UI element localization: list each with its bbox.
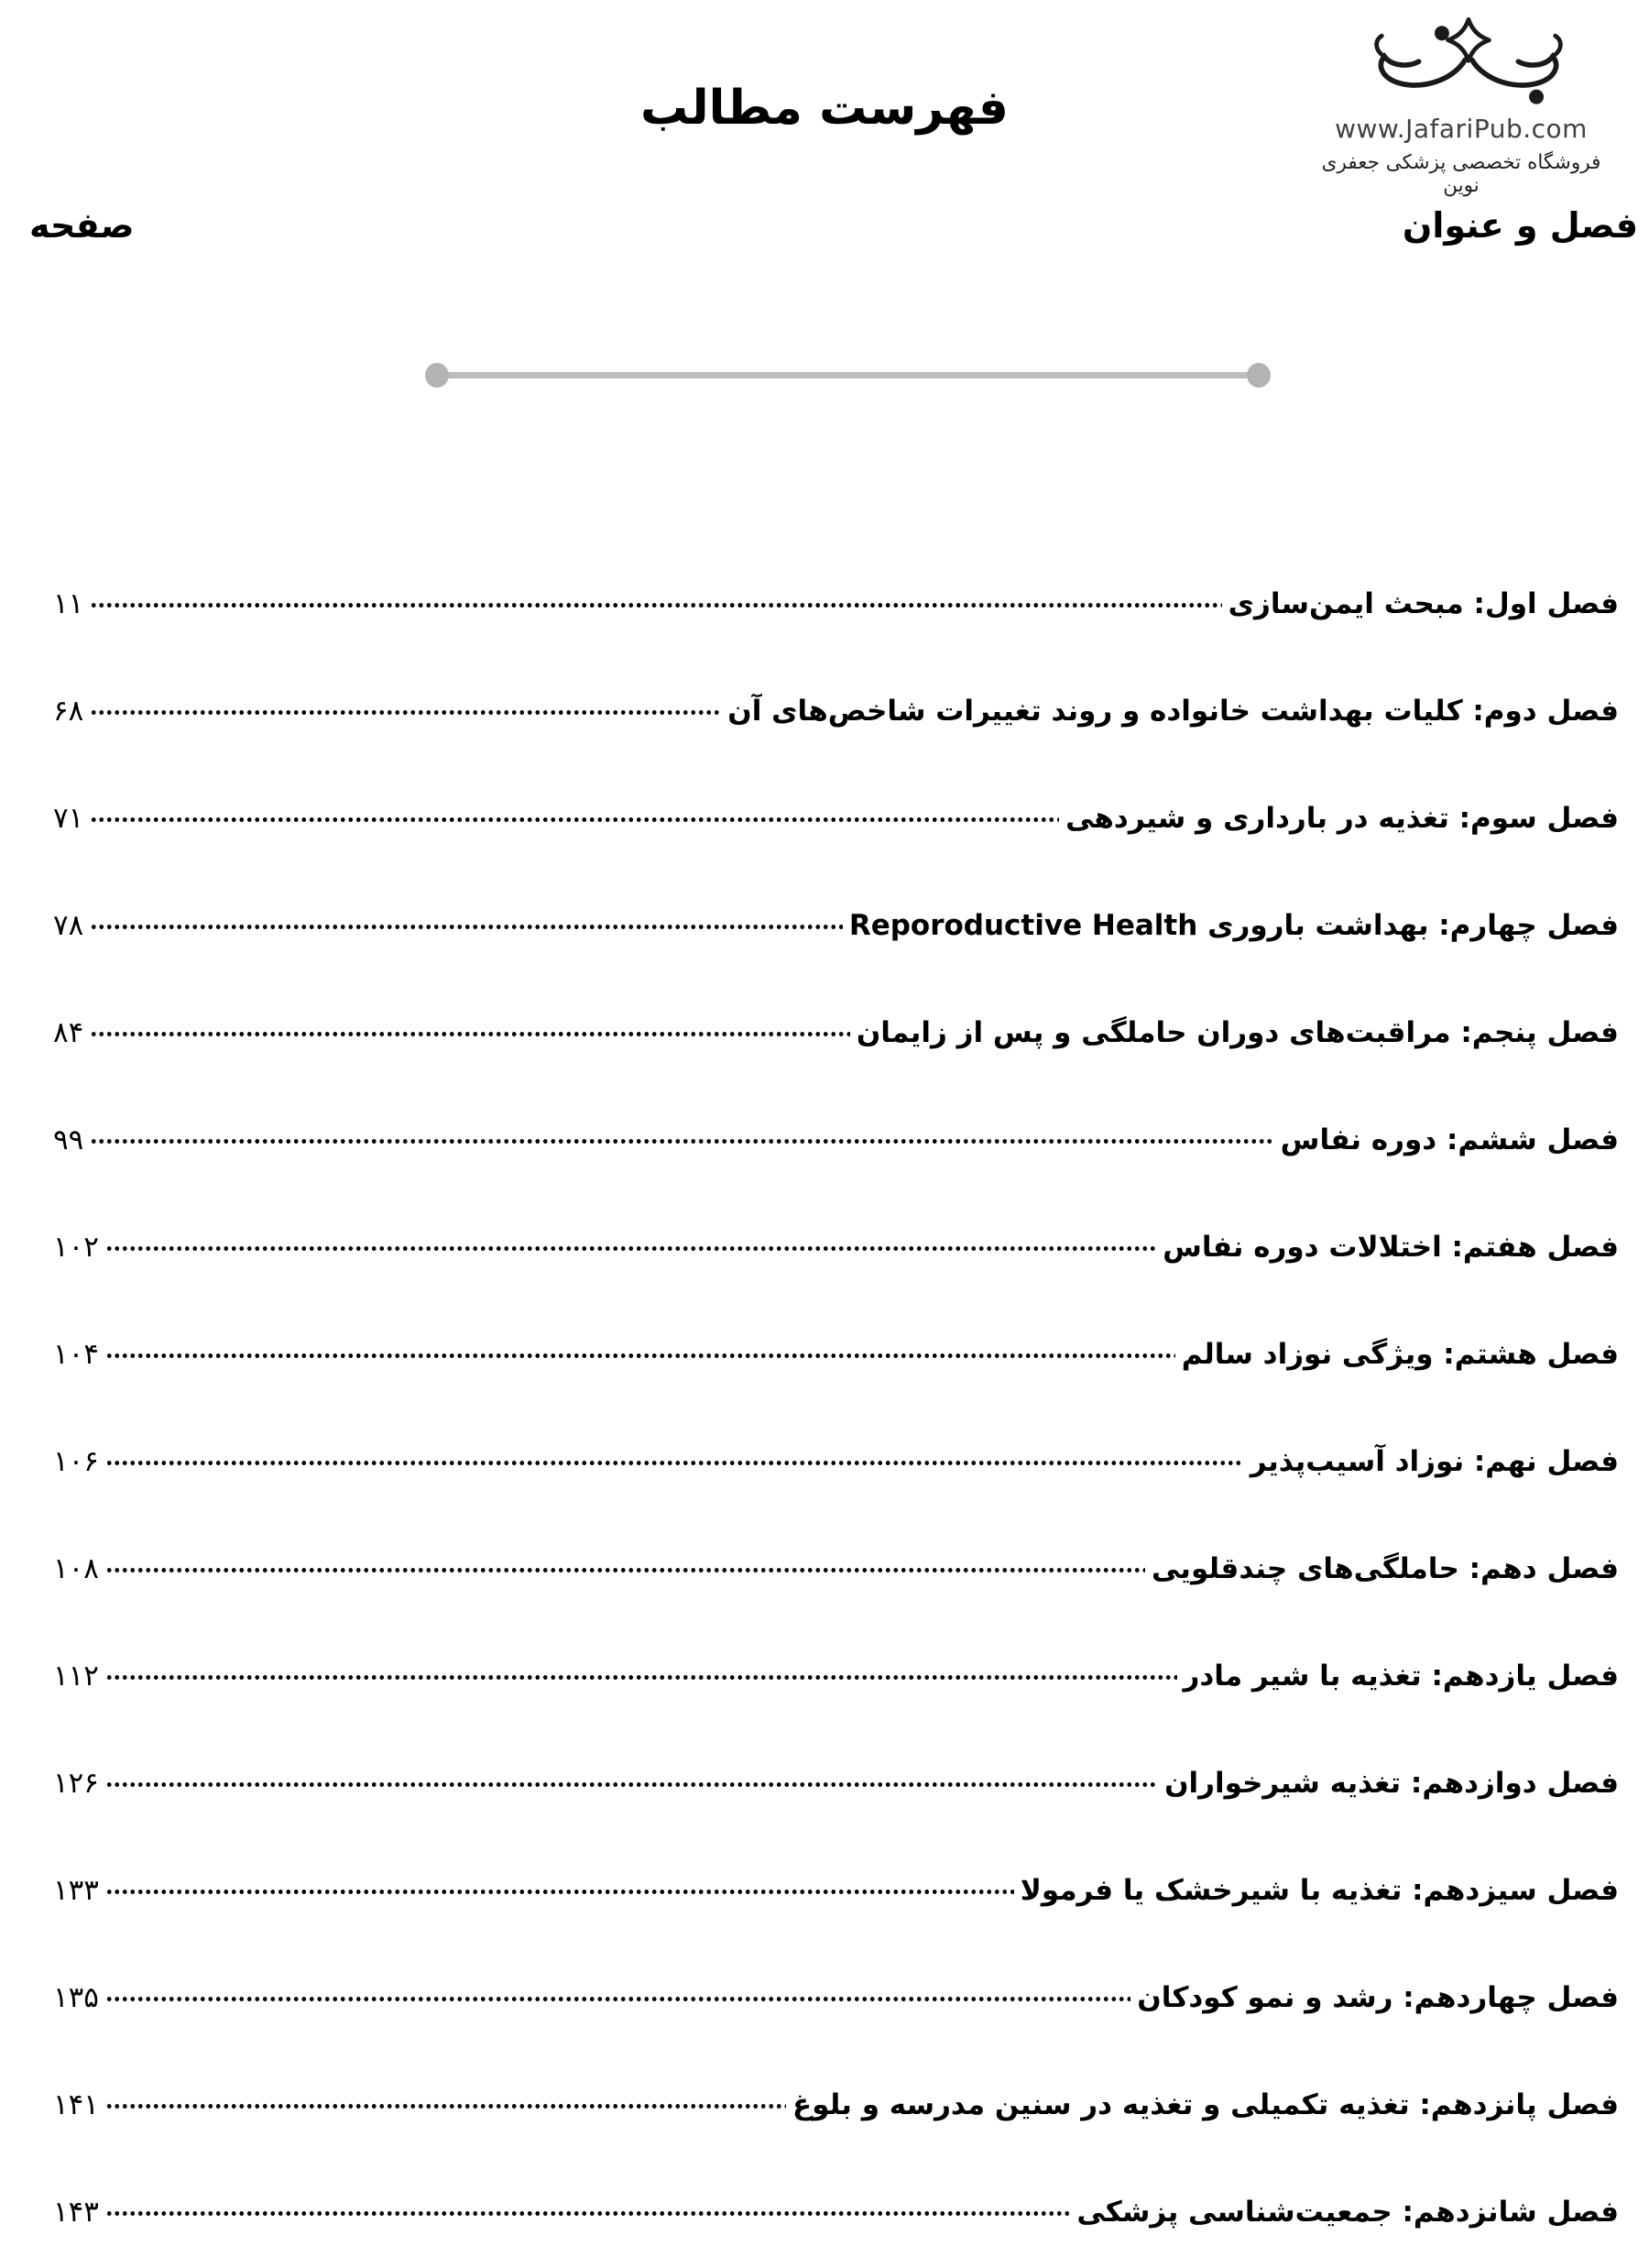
page-number: ۱۴۳	[53, 2196, 99, 2229]
toc-row	[53, 874, 1619, 981]
toc-row	[53, 1732, 1619, 1839]
dot-leader	[105, 1350, 1175, 1361]
chapter-title: فصل دوم: کلیات بهداشت خانواده و روند تغییرات شاخص‌های آن	[727, 695, 1619, 728]
toc-row	[53, 2054, 1619, 2161]
page-number: ۱۲۶	[53, 1767, 99, 1800]
toc-row	[53, 1089, 1619, 1196]
chapter-title: فصل یازدهم: تغذیه با شیر مادر	[1183, 1660, 1619, 1693]
page-number: ۱۰۶	[53, 1445, 99, 1478]
chapter-title: فصل دهم: حاملگی‌های چندقلویی	[1151, 1552, 1619, 1585]
chapter-title: فصل هشتم: ویژگی نوزاد سالم	[1181, 1338, 1619, 1371]
page-number: ۶۸	[53, 695, 84, 728]
toc-row	[53, 1946, 1619, 2054]
toc-row	[53, 1410, 1619, 1517]
dot-leader	[105, 1564, 1145, 1575]
page-number: ۱۳۵	[53, 1981, 99, 2014]
chapter-title: فصل دوازدهم: تغذیه شیرخواران	[1164, 1767, 1619, 1800]
page-number: ۷۸	[53, 909, 84, 942]
chapter-title: فصل سوم: تغذیه در بارداری و شیردهی	[1065, 802, 1619, 835]
dot-leader	[105, 2100, 786, 2111]
chapter-title: فصل اول: مبحث ایمن‌سازی	[1228, 587, 1619, 620]
page-number: ۱۱۲	[53, 1660, 99, 1693]
dot-leader	[90, 707, 721, 718]
dot-leader	[105, 1243, 1156, 1254]
page-number: ۹۹	[53, 1123, 84, 1156]
chapter-title: فصل چهاردهم: رشد و نمو کودکان	[1137, 1981, 1619, 2014]
dot-leader	[105, 1993, 1130, 2004]
chapter-title: فصل سیزدهم: تغذیه با شیرخشک یا فرمولا	[1020, 1874, 1619, 1907]
dot-leader	[90, 921, 843, 932]
divider-end-dot-right	[1247, 363, 1271, 388]
toc-row	[53, 1625, 1619, 1732]
divider-end-dot-left	[425, 363, 449, 388]
decorative-divider	[438, 372, 1258, 378]
chapter-title: فصل پانزدهم: تغذیه تکمیلی و تغذیه در سنین مدرسه و بلوغ	[792, 2088, 1619, 2121]
dot-leader	[105, 1779, 1158, 1790]
page-number: ۱۰۲	[53, 1231, 99, 1264]
dot-leader	[90, 1135, 1273, 1146]
dot-leader	[105, 1886, 1014, 1897]
dot-leader	[90, 1028, 850, 1039]
dot-leader	[105, 1671, 1177, 1682]
page-number: ۷۱	[53, 802, 84, 835]
toc-row	[53, 1196, 1619, 1303]
publisher-tagline: فروشگاه تخصصی پزشکی جعفری نوین	[1321, 151, 1601, 197]
toc-row	[53, 553, 1619, 660]
page-column-header: صفحه	[29, 205, 135, 246]
page-number: ۱۰۸	[53, 1552, 99, 1585]
toc-list	[53, 553, 1619, 2268]
dot-leader	[90, 599, 1221, 610]
chapter-title: فصل نهم: نوزاد آسیب‌پذیر	[1250, 1445, 1619, 1478]
dot-leader	[105, 1457, 1244, 1468]
toc-row	[53, 767, 1619, 874]
page-title: فهرست مطالب	[640, 81, 1009, 136]
toc-row	[53, 1839, 1619, 1946]
chapter-column-header: فصل و عنوان	[1402, 205, 1638, 246]
chapter-title: فصل ششم: دوره نفاس	[1280, 1123, 1619, 1156]
chapter-title: فصل پنجم: مراقبت‌های دوران حاملگی و پس از زایمان	[856, 1016, 1619, 1049]
page-number: ۱۰۴	[53, 1338, 99, 1371]
dot-leader	[90, 814, 1059, 825]
page-number: ۱۴۱	[53, 2088, 99, 2121]
chapter-title: فصل شانزدهم: جمعیت‌شناسی پزشکی	[1076, 2196, 1619, 2229]
publisher-url: www.JafariPub.com	[1335, 114, 1588, 144]
page-number: ۸۴	[53, 1016, 84, 1049]
page-number: ۱۳۳	[53, 1874, 99, 1907]
toc-row	[53, 1517, 1619, 1625]
dot-leader	[105, 2208, 1070, 2219]
toc-row	[53, 981, 1619, 1089]
toc-row	[53, 2161, 1619, 2268]
chapter-title: فصل هفتم: اختلالات دوره نفاس	[1163, 1231, 1619, 1264]
toc-row	[53, 1303, 1619, 1410]
chapter-title: فصل چهارم: بهداشت باروری Reporoductive Health	[848, 909, 1619, 942]
page-number: ۱۱	[53, 587, 84, 620]
toc-row	[53, 660, 1619, 767]
